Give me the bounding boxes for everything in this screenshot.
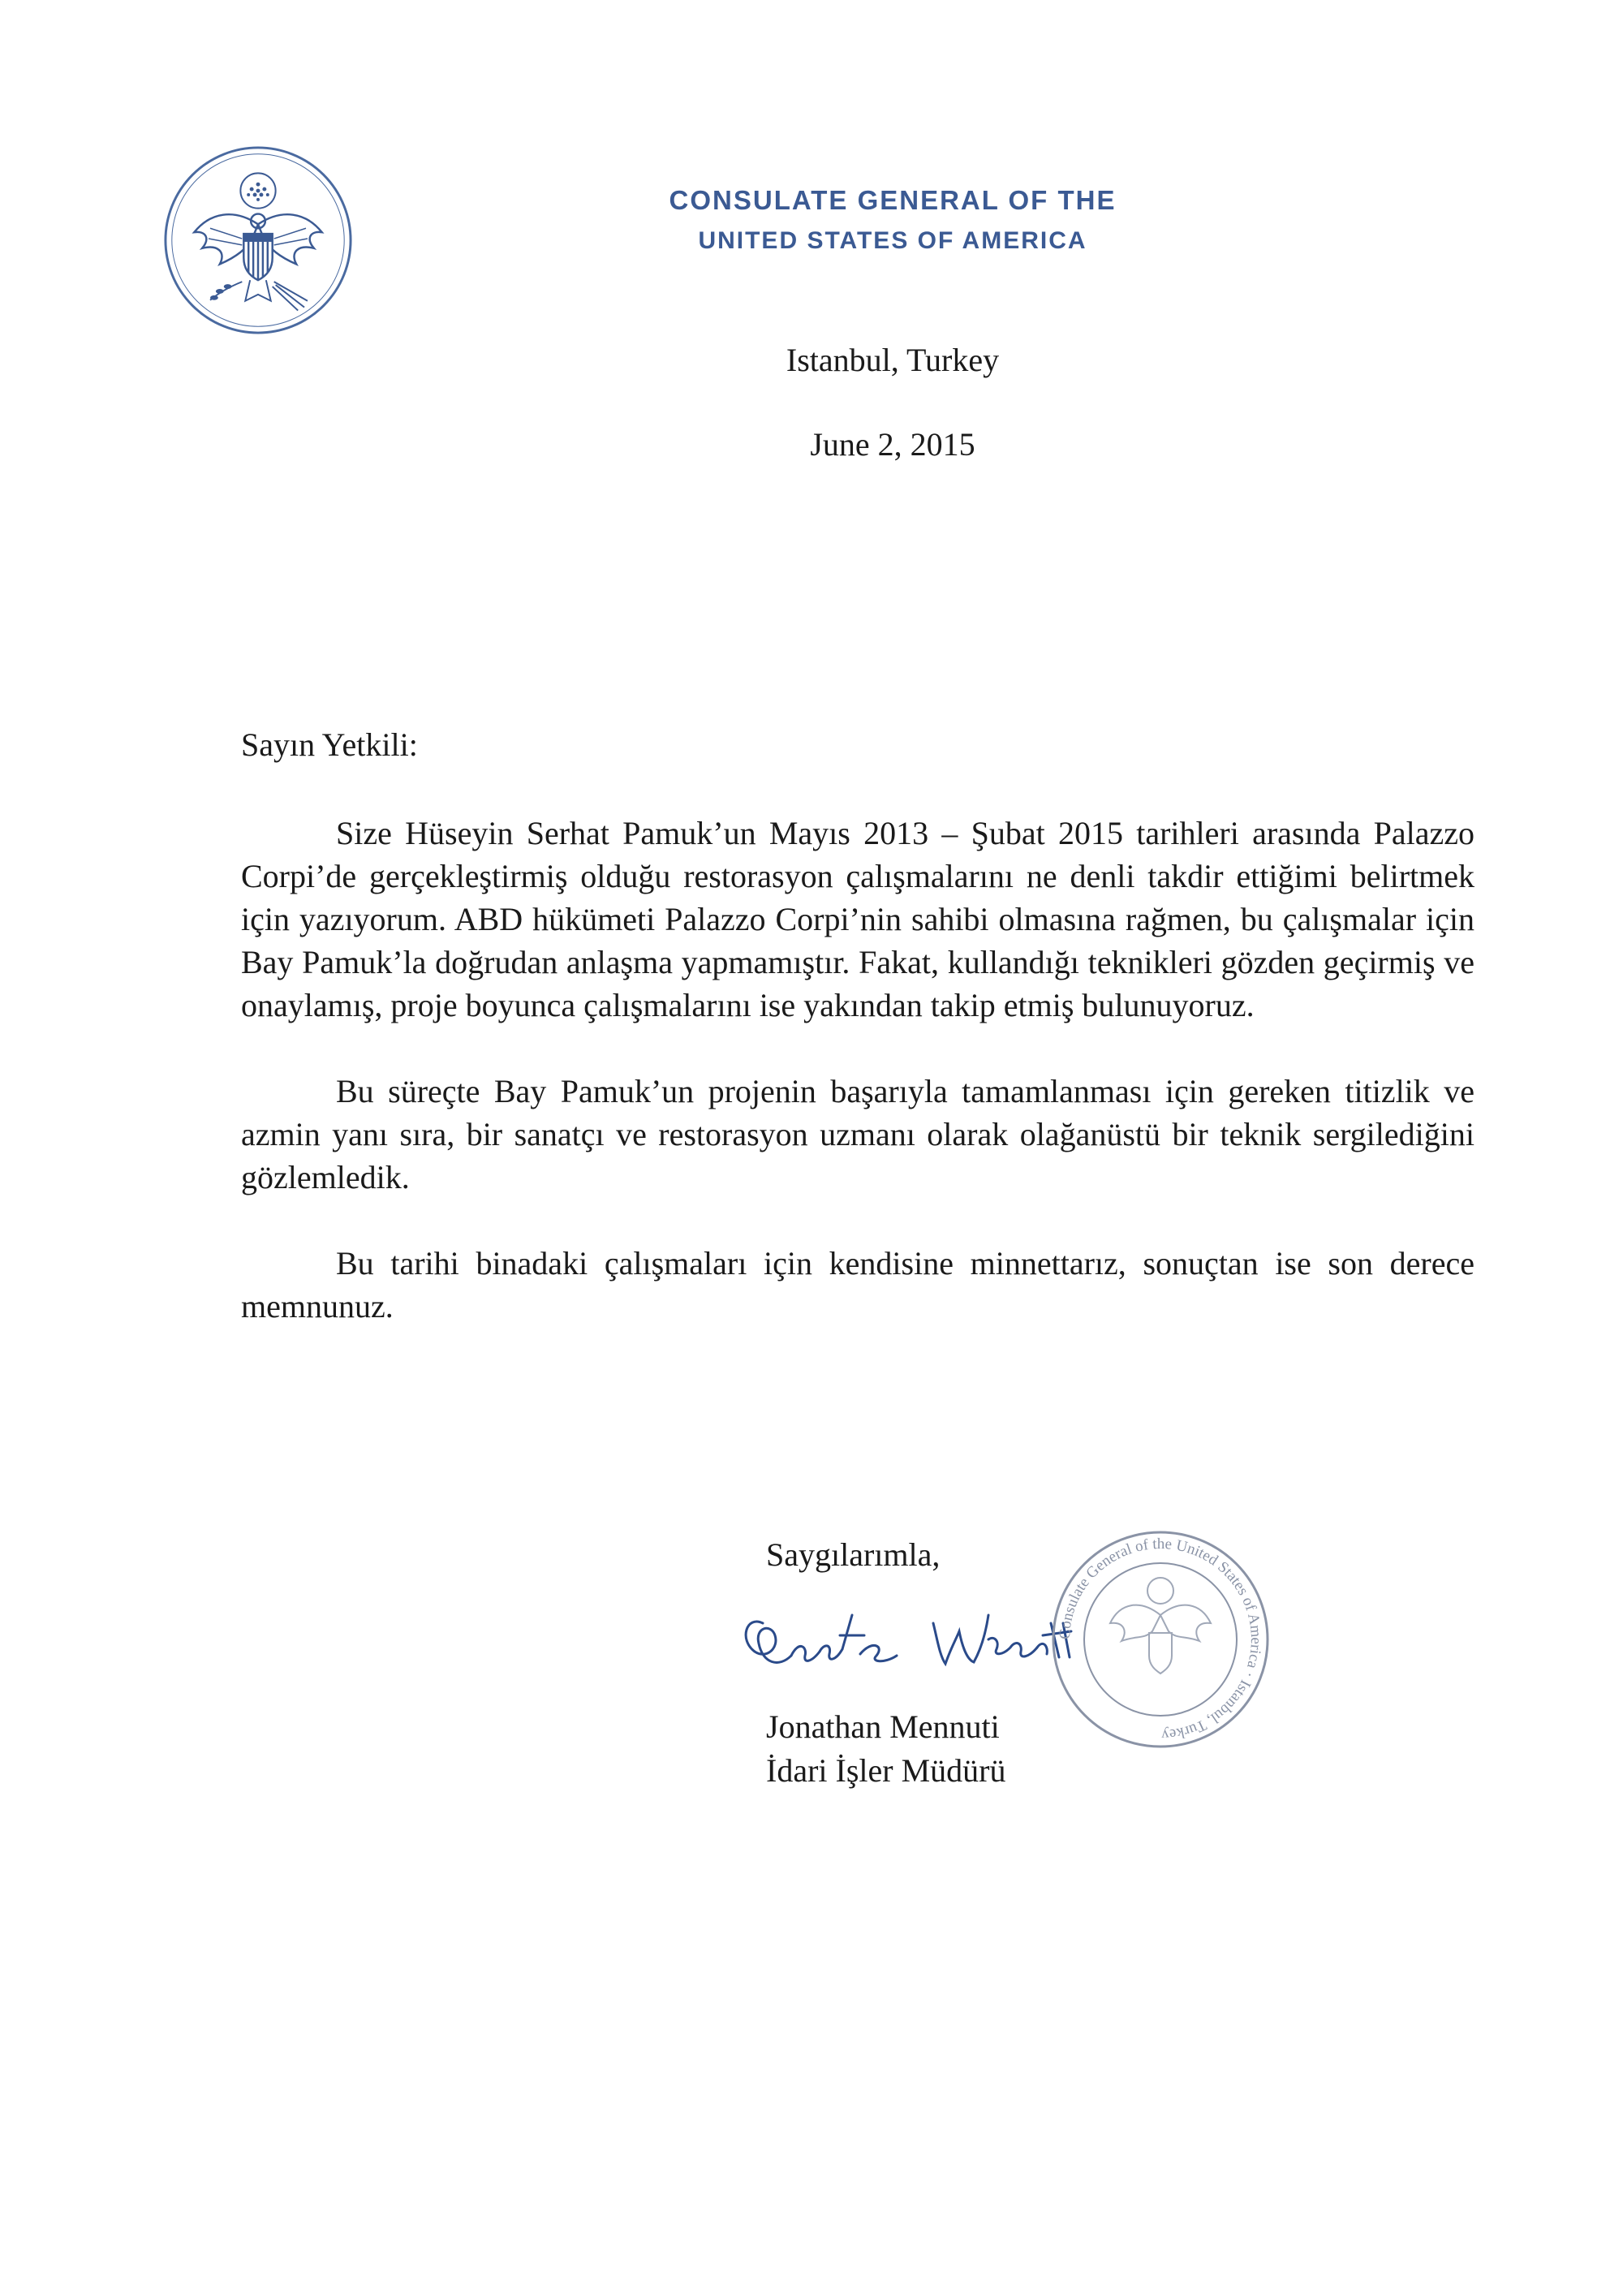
paragraph: Bu tarihi binadaki çalışmaları için kendisine minnettarız, sonuçtan ise son derece memnunuz. bbox=[241, 1245, 1474, 1325]
great-seal-icon bbox=[162, 144, 354, 336]
letterhead bbox=[568, 185, 1217, 255]
svg-text:Consulate General of the Unite bbox=[1057, 1536, 1264, 1743]
signer-title: İdari İşler Müdürü bbox=[766, 1752, 1006, 1789]
signer-name: Jonathan Mennuti bbox=[766, 1708, 1000, 1745]
consulate-stamp-icon bbox=[1047, 1526, 1274, 1753]
letter-place: Istanbul, Turkey bbox=[786, 342, 1000, 378]
letter-date: June 2, 2015 bbox=[810, 426, 975, 463]
salutation: Sayın Yetkili: bbox=[241, 726, 418, 763]
paragraph: Bu süreçte Bay Pamuk’un projenin başarıyla tamamlanması için gereken titizlik ve azmin yanı sıra, bir sanatçı ve restorasyon uzmanı olarak olağanüstü bir teknik sergilediğini gözlemledik. bbox=[241, 1073, 1474, 1195]
letter-body bbox=[241, 812, 1474, 1371]
letterhead-line-2: UNITED STATES OF AMERICA bbox=[698, 227, 1087, 254]
closing: Saygılarımla, bbox=[766, 1536, 941, 1573]
paragraph: Size Hüseyin Serhat Pamuk’un Mayıs 2013 – Şubat 2015 tarihleri arasında Palazzo Corpi’de gerçekleştirmiş olduğu restorasyon çalışmalarını ne denli takdir ettiğimi belirtmek için yazıyorum. ABD hükümeti Palazzo Corpi’nin sahibi olmasına rağmen, bu çalışmalar için Bay Pamuk’la doğrudan anlaşma yapmamıştır. Fakat, kullandığı teknikleri gözden geçirmiş ve onaylamış, proje boyunca çalışmalarını ise yakından takip etmiş bulunuyoruz. bbox=[241, 815, 1474, 1023]
letterhead-line-1: CONSULATE GENERAL OF THE bbox=[669, 185, 1117, 215]
stamp-text: Consulate General of the United States of America · Istanbul, Turkey bbox=[1056, 1535, 1265, 1744]
